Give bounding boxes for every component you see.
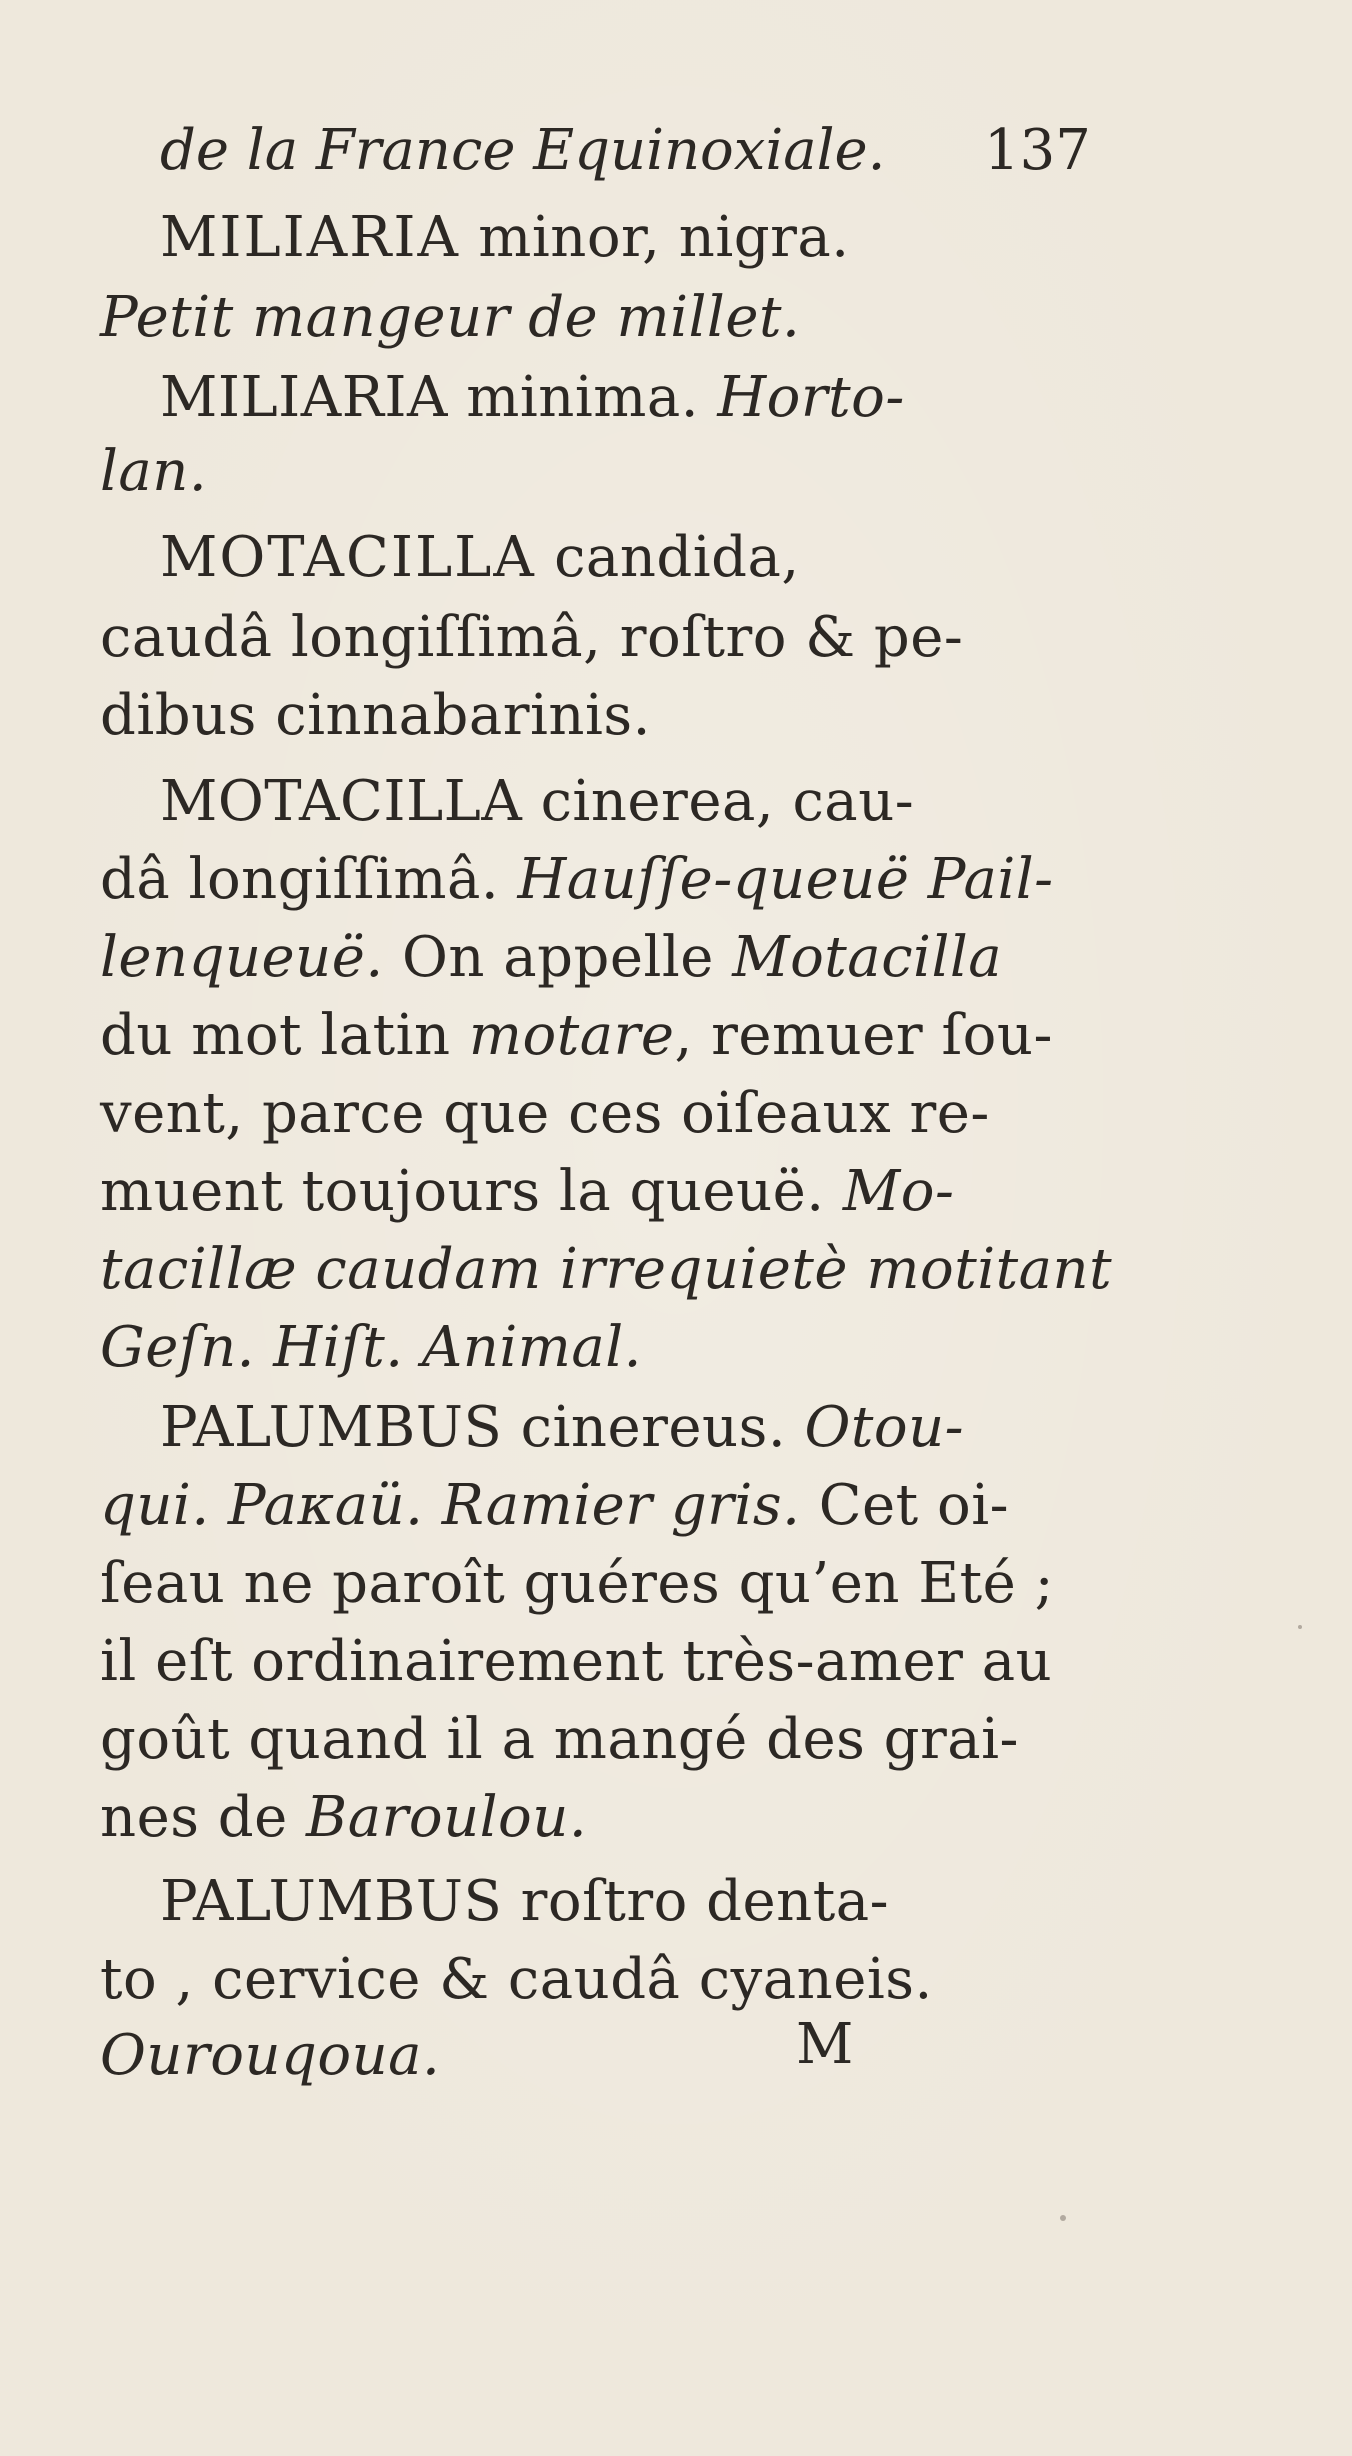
species-name: MILIARIA (160, 205, 460, 270)
species-name: MILIARIA (160, 365, 448, 430)
text-line: MILIARIA minor, nigra. (160, 205, 850, 270)
text-line: caudâ longiſſimâ, roſtro & pe- (100, 605, 964, 670)
text-line: vent, parce que ces oiſeaux re- (100, 1081, 990, 1146)
species-name: PALUMBUS (160, 1869, 503, 1934)
text-line: Petit mangeur de millet. (100, 285, 801, 350)
text-line: MOTACILLA cinerea, cau- (160, 769, 915, 834)
text-line: dibus cinnabarinis. (100, 683, 651, 748)
text-line: to , cervice & caudâ cyaneis. (100, 1947, 933, 2012)
text-line: PALUMBUS roſtro denta- (160, 1869, 890, 1934)
signature-mark: M (796, 2012, 854, 2077)
text-line: lenqueuë. On appelle Motacilla (100, 925, 1003, 990)
text-line: muent toujours la queuë. Mo- (100, 1159, 955, 1224)
species-name: MOTACILLA (160, 769, 523, 834)
paper-speck (1298, 1625, 1302, 1629)
text-line: dâ longiſſimâ. Hauſſe-queuë Pail- (100, 847, 1054, 912)
text-line: nes de Baroulou. (100, 1785, 588, 1850)
text-line: goût quand il a mangé des grai- (100, 1707, 1019, 1772)
text-line: MILIARIA minima. Horto- (160, 365, 905, 430)
text-line: Ourouqoua. (100, 2023, 441, 2088)
page-number: 137 (984, 118, 1091, 183)
text-line: Geſn. Hiſt. Animal. (100, 1315, 642, 1380)
text-line: MOTACILLA candida, (160, 525, 800, 590)
text-line: tacillæ caudam irrequietè motitant (100, 1237, 1113, 1302)
species-name: PALUMBUS (160, 1395, 503, 1460)
text-line: du mot latin motare, remuer ſou- (100, 1003, 1053, 1068)
text-line: ſeau ne paroît guéres qu’en Eté ; (100, 1551, 1054, 1616)
species-name: MOTACILLA (160, 525, 536, 590)
text-line: PALUMBUS cinereus. Otou- (160, 1395, 965, 1460)
text-line: lan. (100, 439, 208, 504)
text-line: qui. Paκaü. Ramier gris. Cet oi- (100, 1473, 1010, 1538)
text-line: il eſt ordinairement très-amer au (100, 1629, 1053, 1694)
paper-speck (1060, 2215, 1066, 2221)
running-title: de la France Equinoxiale. (160, 118, 886, 183)
